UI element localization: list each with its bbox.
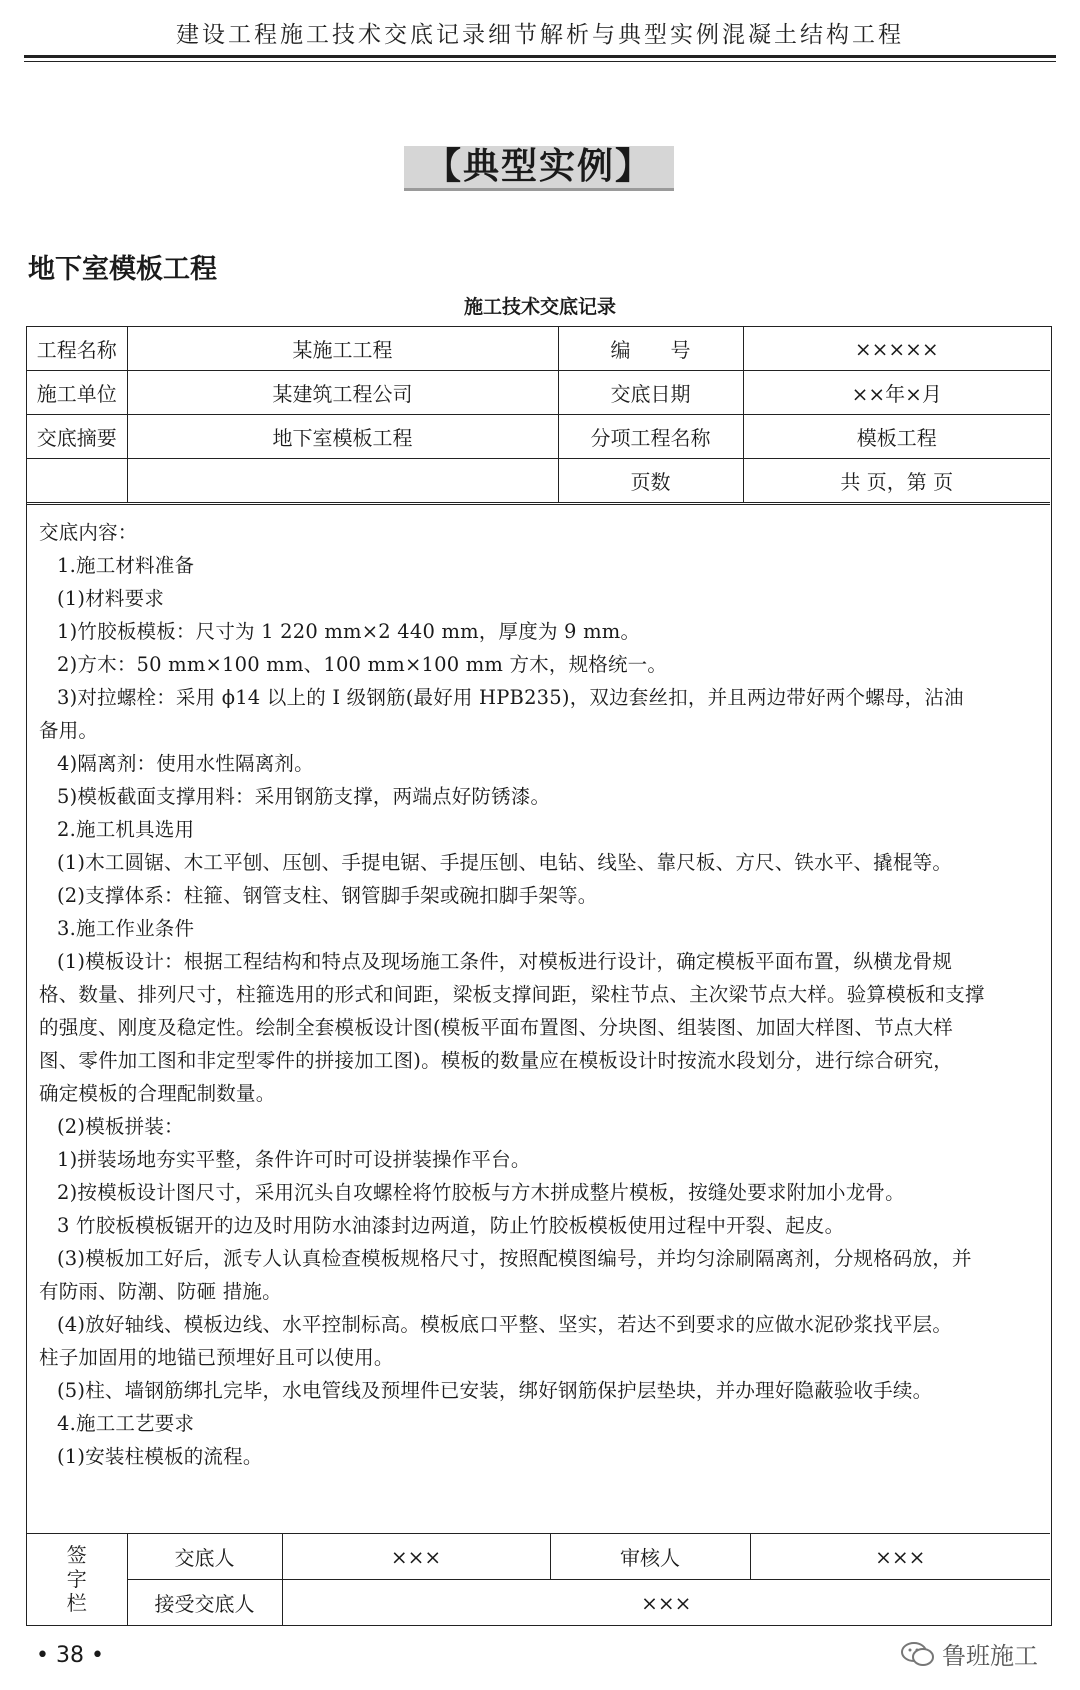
disclosed-by-label: 交底人 — [127, 1534, 282, 1580]
table-cell: ××××× — [743, 327, 1050, 371]
info-table — [27, 327, 1050, 503]
content-line: 图、零件加工图和非定型零件的拼接加工图)。模板的数量应在模板设计时按流水段划分，进行综合研究， — [39, 1049, 954, 1072]
table-cell: 共 页，第 页 — [743, 459, 1050, 503]
signature-label — [27, 1534, 127, 1626]
table-cell: 编 号 — [558, 327, 743, 371]
table-row — [27, 1580, 1050, 1626]
content-line: 5)模板截面支撑用料：采用钢筋支撑，两端点好防锈漆。 — [57, 785, 551, 808]
content-line: (3)模板加工好后，派专人认真检查模板规格尺寸，按照配模图编号，并均匀涂刷隔离剂，分规格码放，并 — [57, 1247, 972, 1270]
content-line: (1)模板设计：根据工程结构和特点及现场施工条件，对模板进行设计，确定模板平面布置，纵横龙骨规 — [57, 950, 953, 973]
content-line: (4)放好轴线、模板边线、水平控制标高。模板底口平整、坚实，若达不到要求的应做水泥砂浆找平层。 — [57, 1313, 953, 1336]
content-line: 备用。 — [39, 719, 99, 742]
content-line: 4)隔离剂：使用水性隔离剂。 — [57, 752, 314, 775]
section-title: 地下室模板工程 — [28, 254, 217, 285]
content-line: 确定模板的合理配制数量。 — [39, 1082, 276, 1105]
table-row — [27, 327, 1050, 371]
content-line: (2)模板拼装： — [57, 1115, 184, 1138]
watermark — [900, 1636, 1038, 1671]
receiver-value: ××× — [282, 1580, 1050, 1626]
table-cell — [127, 459, 558, 503]
table-cell: 某施工工程 — [127, 327, 558, 371]
content-line: 4.施工工艺要求 — [57, 1412, 195, 1435]
table-cell: 页数 — [558, 459, 743, 503]
content-line: 格、数量、排列尺寸，柱箍选用的形式和间距，梁板支撑间距，梁柱节点、主次梁节点大样。验算模板和支撑 — [39, 983, 985, 1006]
page-number: • 38 • — [36, 1643, 104, 1668]
content-line: 3.施工作业条件 — [57, 917, 195, 940]
content-line: 柱子加固用的地锚已预埋好且可以使用。 — [39, 1346, 394, 1369]
table-row — [27, 459, 1050, 503]
content-line: 1)竹胶板模板：尺寸为 1 220 mm×2 440 mm，厚度为 9 mm。 — [57, 620, 641, 643]
table-cell: 分项工程名称 — [558, 415, 743, 459]
watermark-text: 鲁班施工 — [942, 1642, 1038, 1670]
table-cell: ××年×月 — [743, 371, 1050, 415]
content-line: 2)方木：50 mm×100 mm、100 mm×100 mm 方木，规格统一。 — [57, 653, 668, 676]
section-banner: 【典型实例】 — [404, 146, 674, 191]
running-header: 建设工程施工技术交底记录细节解析与典型实例混凝土结构工程 — [176, 22, 904, 48]
table-row — [27, 371, 1050, 415]
content-line: 2)按模板设计图尺寸，采用沉头自攻螺栓将竹胶板与方木拼成整片模板，按缝处要求附加小龙骨。 — [57, 1181, 905, 1204]
table-cell: 模板工程 — [743, 415, 1050, 459]
table-cell: 工程名称 — [27, 327, 127, 371]
content-line: (1)木工圆锯、木工平刨、压刨、手提电锯、手提压刨、电钻、线坠、靠尺板、方尺、铁水平、撬棍等。 — [57, 851, 953, 874]
record-sheet — [26, 326, 1052, 1626]
content-line: (5)柱、墙钢筋绑扎完毕，水电管线及预埋件已安装，绑好钢筋保护层垫块，并办理好隐蔽验收手续。 — [57, 1379, 933, 1402]
content-line: (1)材料要求 — [57, 587, 165, 610]
content-line: 1)拼装场地夯实平整，条件许可时可设拼装操作平台。 — [57, 1148, 531, 1171]
table-cell: 施工单位 — [27, 371, 127, 415]
header-rule — [24, 55, 1056, 58]
receiver-label: 接受交底人 — [127, 1580, 282, 1626]
table-cell: 交底日期 — [558, 371, 743, 415]
disclosure-content — [27, 504, 1050, 1550]
content-line: 交底内容： — [39, 521, 138, 544]
table-cell: 地下室模板工程 — [127, 415, 558, 459]
content-line: 有防雨、防潮、防砸 措施。 — [39, 1280, 282, 1303]
disclosed-by-value: ××× — [282, 1534, 550, 1580]
reviewer-label: 审核人 — [550, 1534, 750, 1580]
wechat-icon — [900, 1640, 936, 1668]
table-cell — [27, 459, 127, 503]
content-line: 3 竹胶板模板锯开的边及时用防水油漆封边两道，防止竹胶板模板使用过程中开裂、起皮。 — [57, 1214, 845, 1237]
content-line: (1)安装柱模板的流程。 — [57, 1445, 263, 1468]
content-line: (2)支撑体系：柱箍、钢管支柱、钢管脚手架或碗扣脚手架等。 — [57, 884, 598, 907]
reviewer-value: ××× — [750, 1534, 1050, 1580]
table-row — [27, 1534, 1050, 1580]
signature-table — [27, 1533, 1050, 1626]
content-line: 的强度、刚度及稳定性。绘制全套模板设计图(模板平面布置图、分块图、组装图、加固大样图、节点大样 — [39, 1016, 954, 1039]
table-row — [27, 415, 1050, 459]
table-cell: 某建筑工程公司 — [127, 371, 558, 415]
table-cell: 交底摘要 — [27, 415, 127, 459]
record-title: 施工技术交底记录 — [463, 296, 616, 318]
signature-label-text: 签 字 栏 — [66, 1543, 87, 1616]
header-rule-thin — [24, 61, 1056, 62]
content-line: 3)对拉螺栓：采用 ϕ14 以上的 Ⅰ 级钢筋(最好用 HPB235)，双边套丝扣，并且两边带好两个螺母，沾油 — [57, 686, 964, 709]
content-line: 1.施工材料准备 — [57, 554, 195, 577]
content-line: 2.施工机具选用 — [57, 818, 195, 841]
